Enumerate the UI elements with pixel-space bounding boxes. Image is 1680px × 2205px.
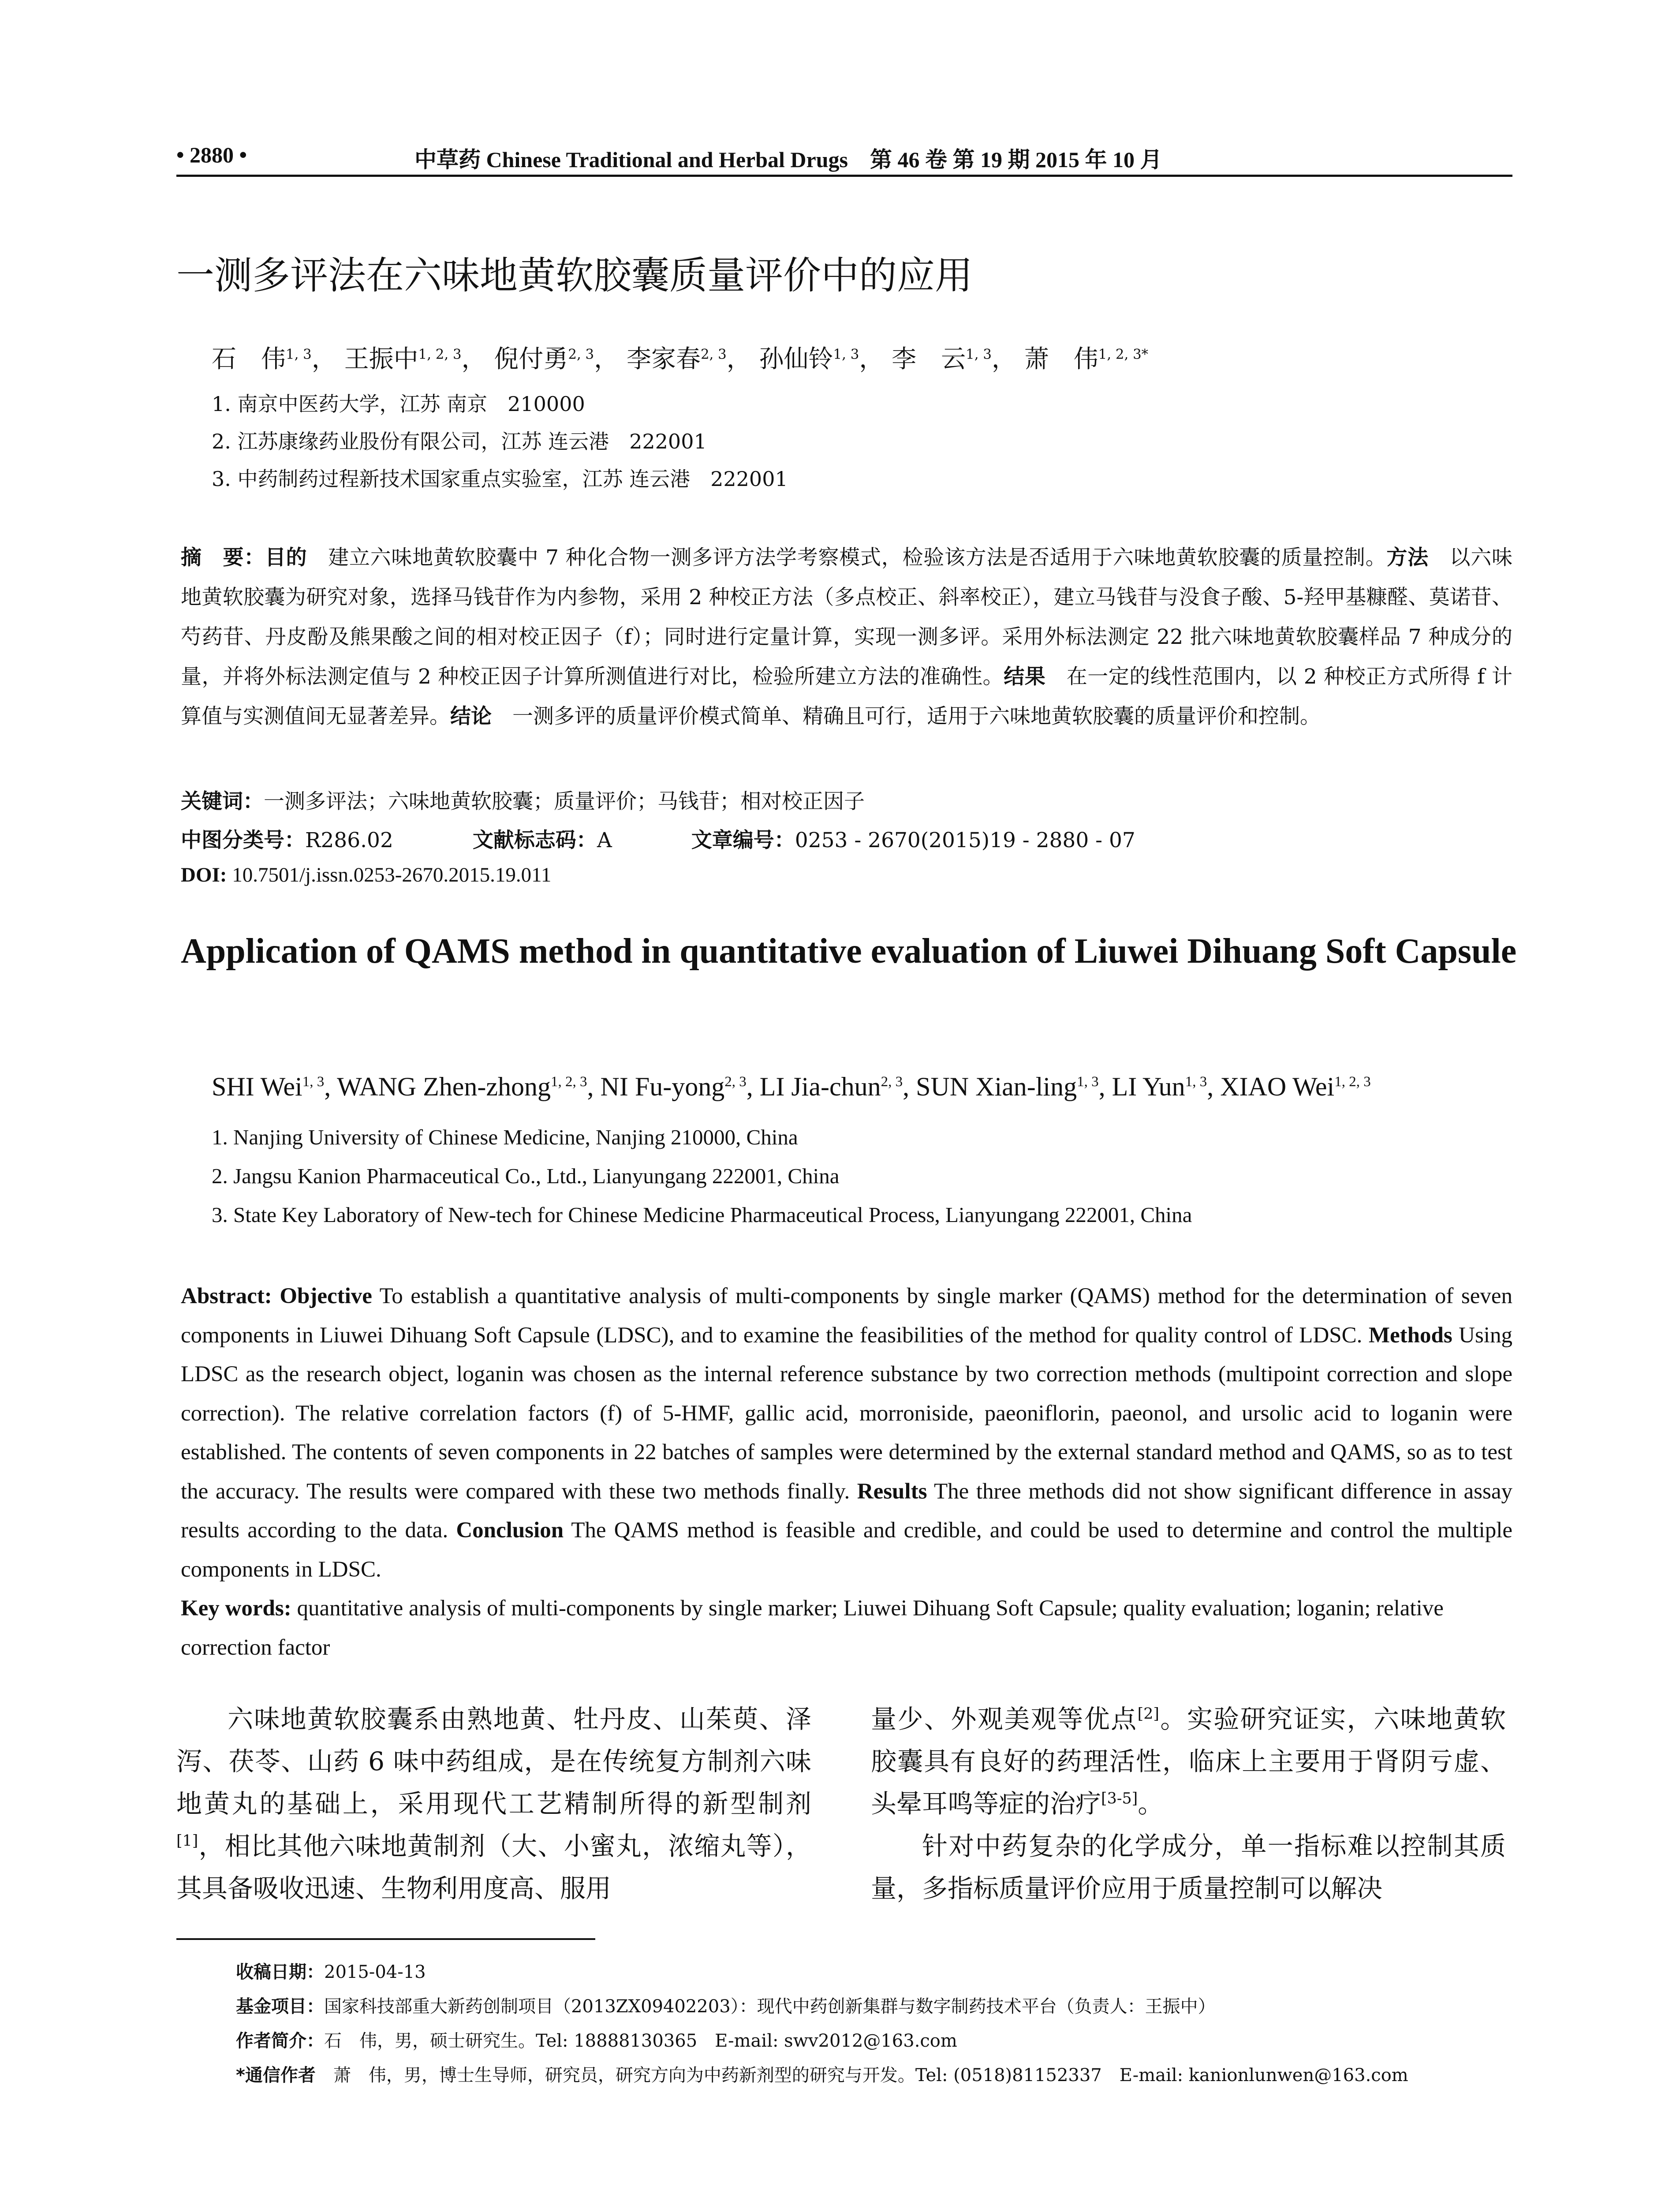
chinese-affiliation: 2. 江苏康缘药业股份有限公司，江苏 连云港 222001 [212,430,707,453]
footnote-label: 作者简介： [236,2031,324,2051]
author-affiliation-mark: 1, 3 [286,346,312,363]
author-name: XIAO Wei [1220,1072,1335,1101]
page-number: • 2880 • [176,142,247,167]
objective-label: Objective [280,1284,372,1308]
footnote-author [236,2027,957,2052]
footnote-label: *通信作者 [236,2065,316,2085]
author-name: 孙仙铃 [759,345,833,374]
author-name: 倪付勇 [494,345,568,374]
conclusion-label: Conclusion [456,1518,564,1543]
author-affiliation-mark: 1, 3 [1185,1074,1207,1090]
english-keywords [181,1589,1512,1667]
chinese-keywords [181,785,865,815]
author-name: 萧 伟 [1024,345,1098,374]
classification-line [181,824,1135,853]
doi-value: 10.7501/j.issn.0253-2670.2015.19.011 [227,863,552,886]
chinese-author-list: 石 伟$^{1, 3}$， 王振中$^{1, 2, 3}$， 倪付勇$^{2, 3}$， 李家春$^{2, 3}$， 孙仙铃$^{1, 3}$， 李 云$^{1, 3}$， 萧 伟$^{1, 2, 3*}$ [212,345,1149,374]
chinese-affiliation: 3. 中药制药过程新技术国家重点实验室，江苏 连云港 222001 [212,467,788,491]
body-paragraph [176,1698,811,1910]
body-text: 。实验研究证实，六味地黄软胶囊具有良好的药理活性，临床上主要用于肾阴亏虚、头晕耳鸣等症的治疗 [871,1704,1506,1819]
journal-info: 中草药 Chinese Traditional and Herbal Drugs 第 46 卷 第 19 期 2015 年 10 月 [414,147,1162,172]
author-affiliation-mark: 1, 2, 3 [1334,1074,1371,1090]
keywords-text: 一测多评法；六味地黄软胶囊；质量评价；马钱苷；相对校正因子 [264,789,865,814]
doc-code-value: A [597,828,612,852]
citation: [2] [1137,1705,1159,1723]
clc-label: 中图分类号： [181,828,305,852]
english-abstract [181,1277,1512,1589]
footnote-label: 基金项目： [236,1996,324,2017]
footnote-divider [176,1938,595,1940]
author-name: 李 云 [892,345,966,374]
doc-code-label: 文献标志码： [472,828,597,852]
english-author-list: SHI Wei$^{1, 3}$, WANG Zhen-zhong$^{1, 2, 3}$, NI Fu-yong$^{2, 3}$, LI Jia-chun$^{2, 3}$, SUN Xian-ling$^{1, 3}$, LI Yun$^{1, 3}$, XIAO Wei$^{1, 2, 3}$ [212,1072,1371,1101]
author-affiliation-mark: 2, 3 [700,346,727,363]
english-affiliation: 3. State Key Laboratory of New-tech for Chinese Medicine Pharmaceutical Process, Lianyungang 222001, China [212,1203,1192,1227]
results-text: The three methods did not show significant difference in assay results according to the data. [181,1479,1512,1543]
body-text: 量少、外观美观等优点 [871,1704,1138,1734]
chinese-title: 一测多评法在六味地黄软胶囊质量评价中的应用 [176,254,973,298]
objective-text: 建立六味地黄软胶囊中 7 种化合物一测多评方法学考察模式，检验该方法是否适用于六味地黄软胶囊的质量控制。 [307,546,1387,570]
body-text: ，相比其他六味地黄制剂（大、小蜜丸，浓缩丸等），其具备吸收迅速、生物利用度高、服用 [176,1831,811,1903]
objective-label: 目的 [265,546,307,570]
results-text: 在一定的线性范围内，以 2 种校正方式所得 f 计算值与实测值间无显著差异。 [181,665,1513,729]
author-name: 王振中 [344,345,418,374]
methods-text: 以六味地黄软胶囊为研究对象，选择马钱苷作为内参物，采用 2 种校正方法（多点校正、斜率校正），建立马钱苷与没食子酸、5-羟甲基糠醛、莫诺苷、芍药苷、丹皮酚及熊果酸之间的相对校正因子（f）；同时进行定量计算，实现一测多评。采用外标法测定 22 批六味地黄软胶囊样品 7 种成分的量，并将外标法测定值与 2 种校正因子计算所测值进行对比，检验所建立方法的准确性。 [181,546,1513,689]
body-text: 六味地黄软胶囊系由熟地黄、牡丹皮、山茱萸、泽泻、茯苓、山药 6 味中药组成，是在传统复方制剂六味地黄丸的基础上，采用现代工艺精制所得的新型制剂 [176,1704,811,1819]
author-affiliation-mark: 1, 3 [1077,1074,1099,1090]
author-name: LI Yun [1112,1072,1185,1101]
footnote-received [236,1958,426,1983]
author-affiliation-mark: 1, 2, 3 [418,346,462,363]
body-column-right [871,1698,1506,1910]
footnote-text: 萧 伟，男，博士生导师，研究员，研究方向为中药新剂型的研究与开发。Tel: (0518)81152337 E-mail: kanionlunwen@163.com [315,2065,1408,2085]
abstract-label: Abstract: [181,1284,280,1308]
methods-text: Using LDSC as the research object, loganin was chosen as the internal reference substance by two correction methods (multipoint correction and slope correction). The relative correlation factors (f) of 5-HMF, gallic acid, morroniside, paeoniflorin, paeonol, and ursolic acid to loganin were established. The contents of seven components in 22 batches of samples were determined by the external standard method and QAMS, so as to test the accuracy. The results were compared with these two methods finally. [181,1323,1512,1504]
keywords-label: 关键词： [181,789,264,814]
methods-label: 方法 [1386,546,1429,570]
author-name: NI Fu-yong [600,1072,725,1101]
chinese-affiliation: 1. 南京中医药大学，江苏 南京 210000 [212,392,585,416]
footnote-text: 国家科技部重大新药创制项目（2013ZX09402203）：现代中药创新集群与数字制药技术平台（负责人：王振中） [324,1996,1216,2017]
english-affiliation: 2. Jangsu Kanion Pharmaceutical Co., Ltd., Lianyungang 222001, China [212,1164,840,1188]
doi-line [181,863,551,887]
author-affiliation-mark: 1, 2, 3* [1098,346,1149,363]
citation: [3-5] [1101,1790,1138,1808]
author-name: WANG Zhen-zhong [337,1072,551,1101]
abstract-label: 摘 要： [181,546,265,570]
author-affiliation-mark: 1, 2, 3 [551,1074,587,1090]
chinese-abstract [181,538,1512,736]
author-affiliation-mark: 2, 3 [724,1074,747,1090]
body-column-left [176,1698,811,1910]
english-affiliation: 1. Nanjing University of Chinese Medicine, Nanjing 210000, China [212,1125,798,1149]
author-affiliation-mark: 1, 3 [302,1074,325,1090]
objective-text: To establish a quantitative analysis of multi-components by single marker (QAMS) method for the determination of seven components in Liuwei Dihuang Soft Capsule (LDSC), and to examine the feasibilities of the method for quality control of LDSC. [181,1284,1513,1348]
author-name: 石 伟 [212,345,286,374]
footnote-label: 收稿日期： [236,1962,324,1982]
results-label: 结果 [1004,665,1046,689]
doi-label: DOI: [181,863,227,886]
conclusion-label: 结论 [450,704,492,729]
results-label: Results [857,1479,927,1504]
keywords-text: quantitative analysis of multi-components by single marker; Liuwei Dihuang Soft Capsule; quality evaluation; loganin; relative correction factor [181,1596,1444,1660]
article-number-label: 文章编号： [691,828,795,852]
author-affiliation-mark: 1, 3 [966,346,992,363]
body-text: 。 [1138,1789,1164,1819]
keywords-label: Key words: [181,1596,297,1621]
body-paragraph [871,1698,1506,1825]
footnote-corresponding [236,2061,1408,2086]
article-number-value: 0253 - 2670(2015)19 - 2880 - 07 [795,828,1135,852]
author-name: SUN Xian-ling [916,1072,1077,1101]
footnote-fund [236,1992,1216,2018]
author-name: LI Jia-chun [759,1072,881,1101]
author-affiliation-mark: 2, 3 [881,1074,903,1090]
author-name: SHI Wei [212,1072,302,1101]
author-affiliation-mark: 2, 3 [568,346,594,363]
english-title: Application of QAMS method in quantitative evaluation of Liuwei Dihuang Soft Capsule [181,932,1517,971]
author-affiliation-mark: 1, 3 [833,346,859,363]
author-name: 李家春 [626,345,701,374]
conclusion-text: The QAMS method is feasible and credible, and could be used to determine and control the multiple components in LDSC. [181,1518,1512,1582]
clc-value: R286.02 [305,828,393,852]
footnote-text: 石 伟，男，硕士研究生。Tel: 18888130365 E-mail: swv2012@163.com [324,2031,957,2051]
footnote-text: 2015-04-13 [324,1962,426,1982]
conclusion-text: 一测多评的质量评价模式简单、精确且可行，适用于六味地黄软胶囊的质量评价和控制。 [492,704,1321,729]
body-text: 针对中药复杂的化学成分，单一指标难以控制其质量，多指标质量评价应用于质量控制可以解决 [871,1831,1506,1903]
body-paragraph [871,1825,1506,1910]
citation: [1] [176,1832,198,1850]
running-header [176,140,1512,177]
methods-label: Methods [1368,1323,1452,1348]
